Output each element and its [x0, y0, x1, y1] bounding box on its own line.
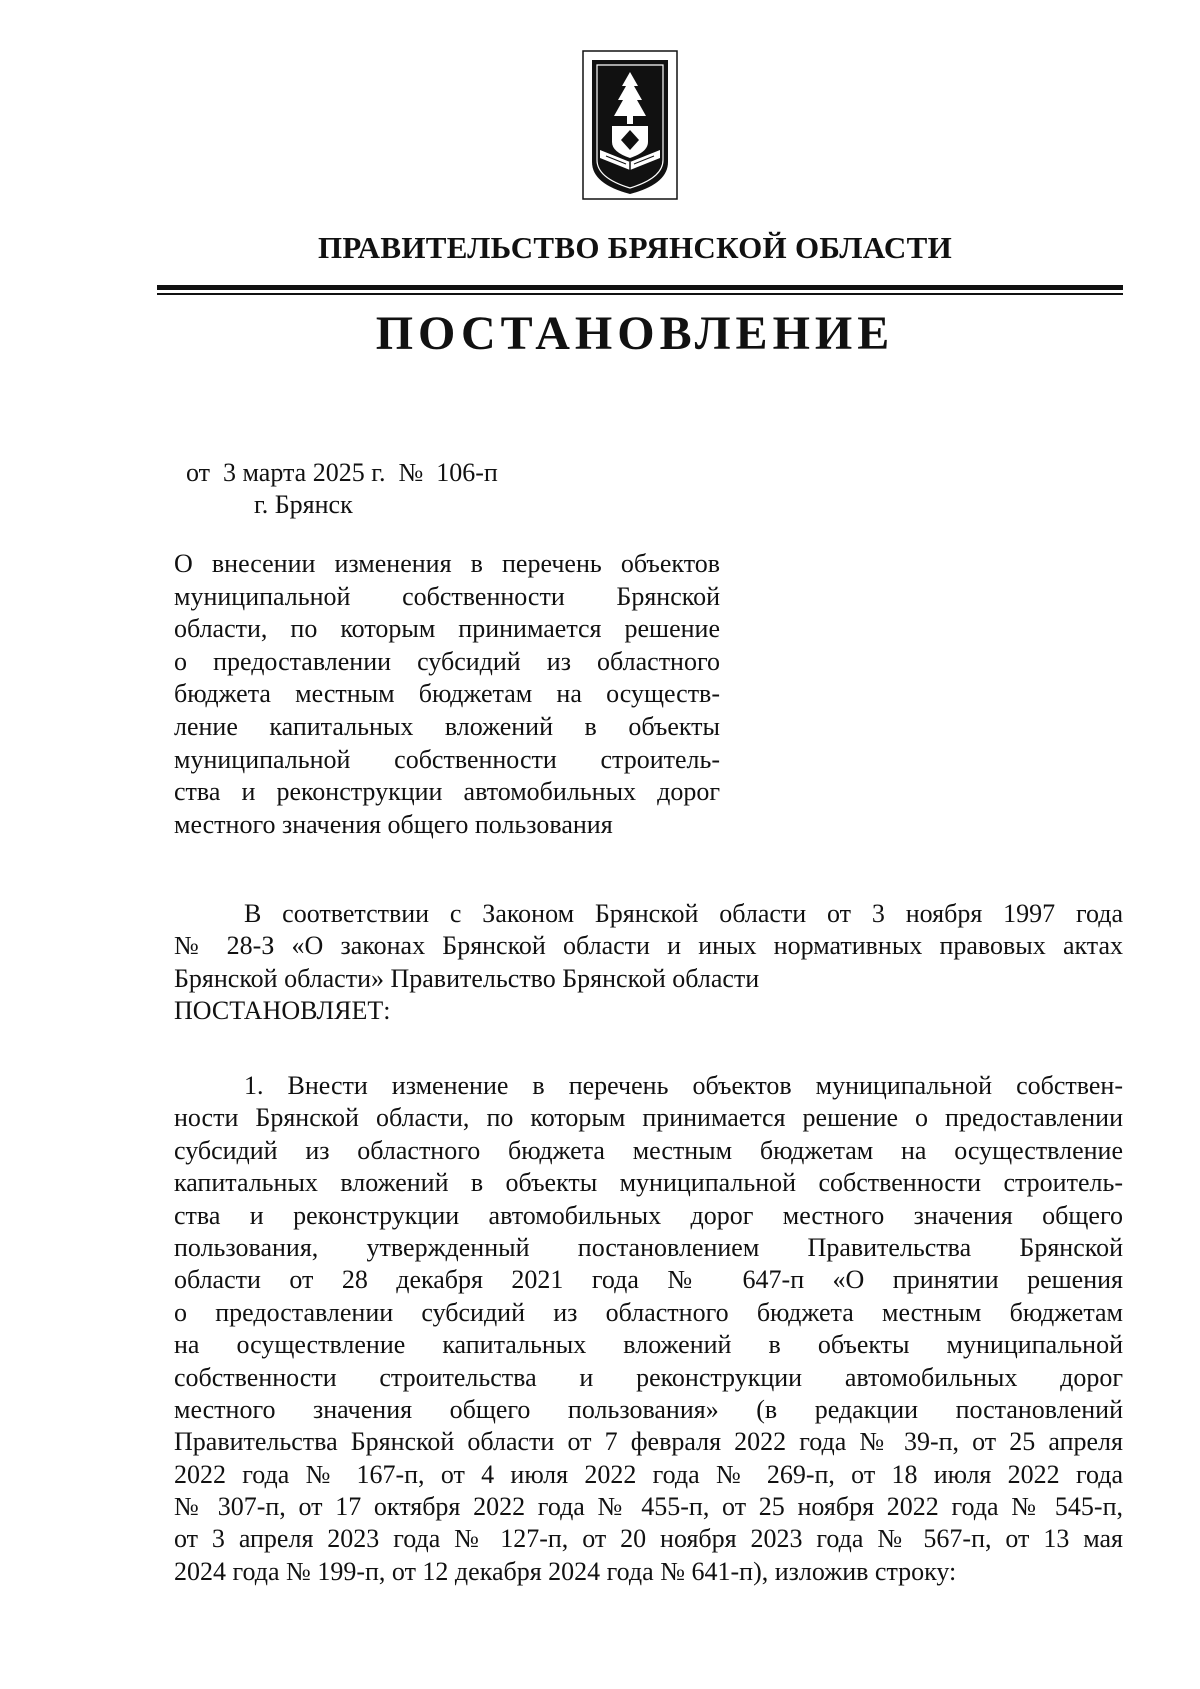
coat-of-arms-icon — [582, 50, 678, 200]
subject-line: муниципальной собственности Брянской — [174, 581, 720, 611]
subject-line: области, по которым принимается решение — [174, 614, 720, 644]
header-rule-thick — [157, 285, 1123, 290]
document-type-title: ПОСТАНОВЛЕНИЕ — [375, 307, 895, 360]
item-1-line: № 307-п, от 17 октября 2022 года № 455-п, от 25 ноября 2022 года № 545-п, — [174, 1492, 1123, 1522]
preamble-paragraph — [174, 898, 1123, 1028]
header-rule-thin — [157, 293, 1123, 295]
subject-line: ства и реконструкции автомобильных дорог — [174, 777, 720, 807]
item-1-line: на осуществление капитальных вложений в объекты муниципальной — [174, 1330, 1123, 1360]
preamble-line: В соответствии с Законом Брянской области от 3 ноября 1997 года — [244, 899, 1123, 928]
document-subject — [174, 548, 720, 841]
document-city: г. Брянск — [254, 490, 353, 519]
item-1-line: собственности строительства и реконструкции автомобильных дорог — [174, 1362, 1123, 1392]
preamble-line: Брянской области» Правительство Брянской области — [174, 963, 760, 993]
subject-line: О внесении изменения в перечень объектов — [174, 549, 720, 578]
preamble-line: № 28-З «О законах Брянской области и иных нормативных правовых актах — [174, 931, 1123, 961]
subject-line: бюджета местным бюджетам на осуществ- — [174, 679, 720, 709]
subject-line: местного значения общего пользования — [174, 809, 613, 839]
item-1-line: субсидий из областного бюджета местным бюджетам на осуществление — [174, 1135, 1123, 1165]
item-1-line: капитальных вложений в объекты муниципальной собственности строитель- — [174, 1168, 1123, 1198]
item-1-line: 1. Внести изменение в перечень объектов муниципальной собствен- — [244, 1071, 1123, 1100]
item-1-line: области от 28 декабря 2021 года № 647-п «О принятии решения — [174, 1265, 1123, 1295]
subject-line: муниципальной собственности строитель- — [174, 744, 720, 774]
subject-line: о предоставлении субсидий из областного — [174, 646, 720, 676]
item-1-line: ности Брянской области, по которым принимается решение о предоставлении — [174, 1103, 1123, 1133]
item-1-line: Правительства Брянской области от 7 февраля 2022 года № 39-п, от 25 апреля — [174, 1427, 1123, 1457]
item-1-paragraph — [174, 1070, 1123, 1588]
item-1-line: ства и реконструкции автомобильных дорог местного значения общего — [174, 1200, 1123, 1230]
item-1-line: о предоставлении субсидий из областного бюджета местным бюджетам — [174, 1297, 1123, 1327]
item-1-line: 2024 года № 199-п, от 12 декабря 2024 года № 641-п), изложив строку: — [174, 1556, 957, 1586]
resolves-word: ПОСТАНОВЛЯЕТ: — [174, 996, 391, 1026]
document-date-number: от 3 марта 2025 г. № 106-п — [186, 458, 498, 487]
item-1-line: от 3 апреля 2023 года № 127-п, от 20 ноября 2023 года № 567-п, от 13 мая — [174, 1524, 1123, 1554]
item-1-line: местного значения общего пользования» (в редакции постановлений — [174, 1394, 1123, 1424]
subject-line: ление капитальных вложений в объекты — [174, 711, 720, 741]
item-1-line: 2022 года № 167-п, от 4 июля 2022 года № 269-п, от 18 июля 2022 года — [174, 1459, 1123, 1489]
government-title: ПРАВИТЕЛЬСТВО БРЯНСКОЙ ОБЛАСТИ — [317, 230, 953, 265]
item-1-line: пользования, утвержденный постановлением Правительства Брянской — [174, 1232, 1123, 1262]
